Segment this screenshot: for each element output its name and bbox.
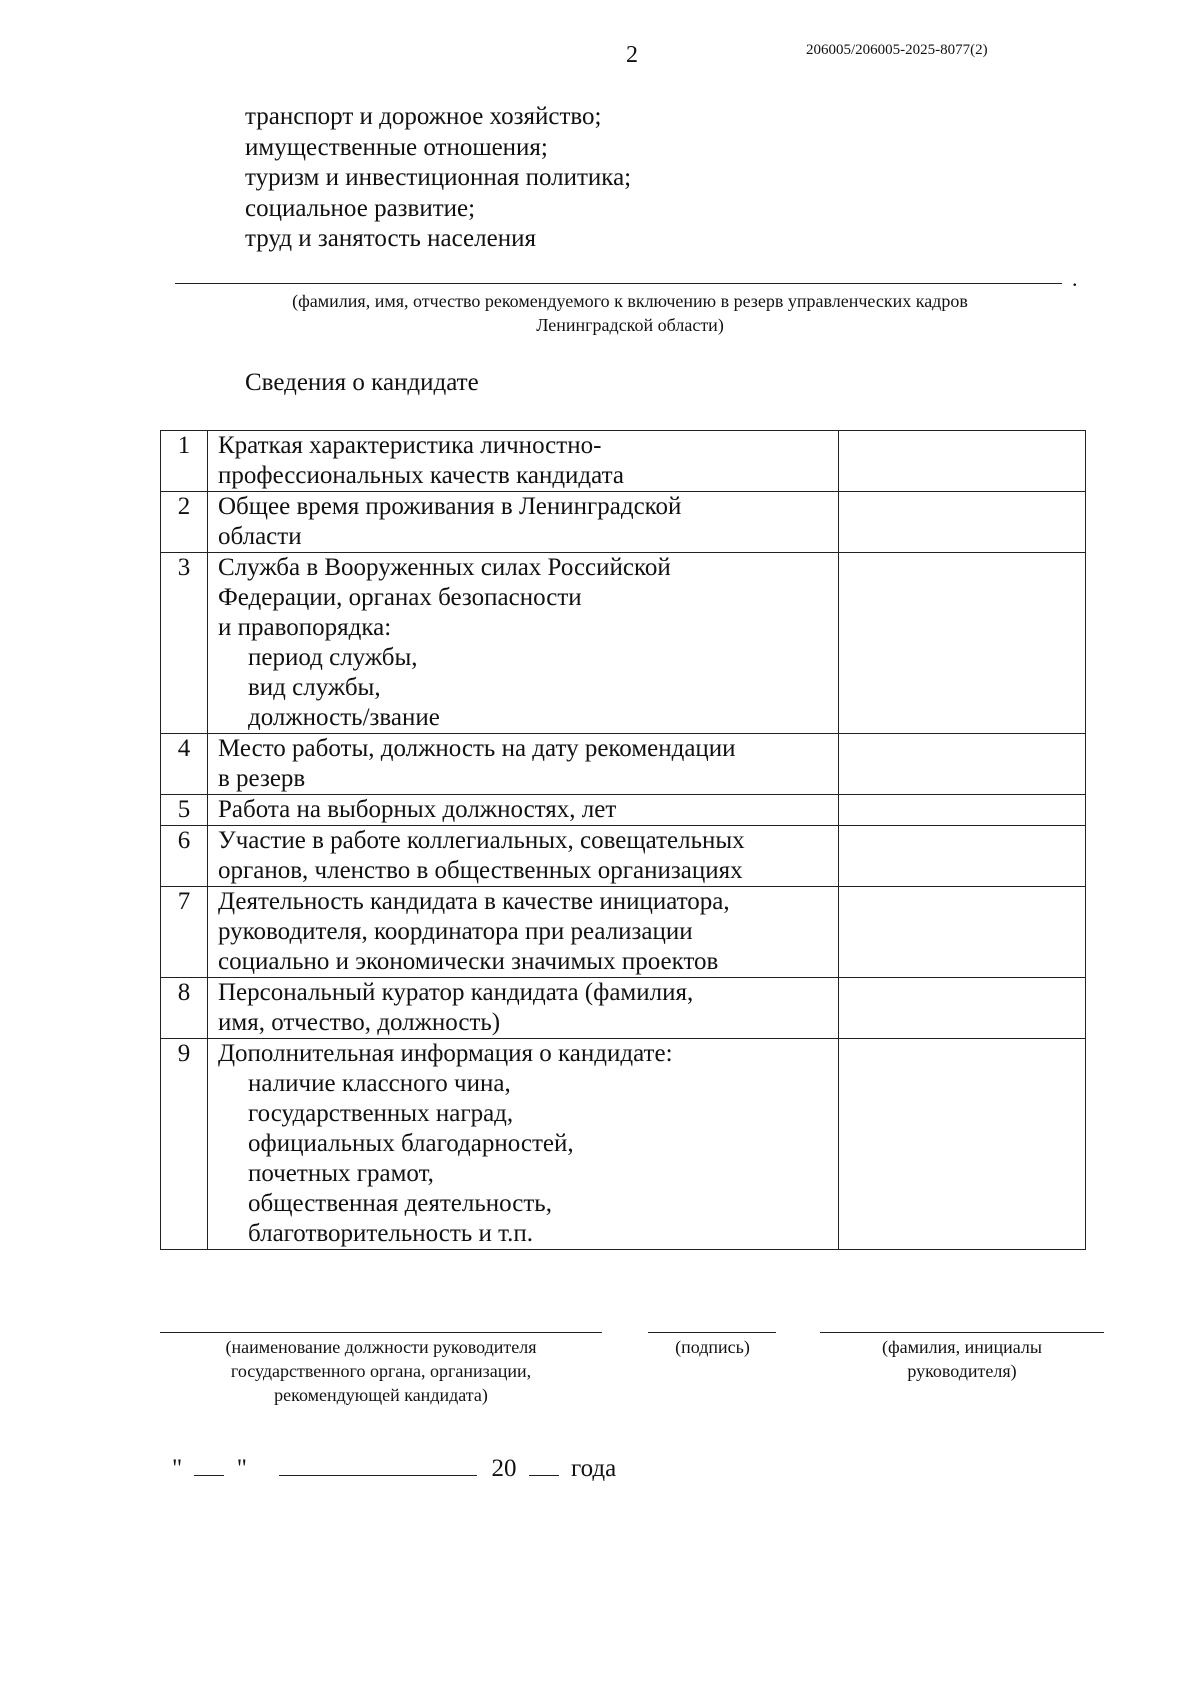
row-description bbox=[208, 492, 839, 553]
year-suffix: года bbox=[570, 1455, 617, 1482]
description-line: органов, членство в общественных организациях bbox=[218, 857, 743, 884]
description-subitem: государственных наград, bbox=[248, 1100, 514, 1127]
table-row bbox=[161, 978, 1086, 1039]
description-line: Служба в Вооруженных силах Российской bbox=[218, 554, 671, 581]
manager-name-caption bbox=[820, 1335, 1104, 1383]
description-line: области bbox=[218, 523, 302, 550]
year-prefix: 20 bbox=[491, 1455, 517, 1482]
row-number: 8 bbox=[161, 978, 208, 1039]
description-line: Федерации, органах безопасности bbox=[218, 584, 582, 611]
description-line: Краткая характеристика личностно- bbox=[218, 432, 602, 459]
caption-line: руководителя) bbox=[907, 1361, 1017, 1381]
row-value-field[interactable] bbox=[839, 1039, 1086, 1250]
row-description bbox=[208, 826, 839, 887]
description-line: Деятельность кандидата в качестве инициатора, bbox=[218, 888, 730, 915]
topic-item: социальное развитие; bbox=[245, 194, 476, 222]
description-line: Место работы, должность на дату рекомендации bbox=[218, 735, 736, 762]
quote-open: " bbox=[172, 1455, 183, 1482]
topic-item: имущественные отношения; bbox=[245, 133, 548, 161]
description-subitem: почетных грамот, bbox=[248, 1160, 434, 1187]
description-subitem: должность/звание bbox=[248, 704, 440, 731]
description-line: Участие в работе коллегиальных, совещательных bbox=[218, 827, 745, 854]
year-field[interactable] bbox=[529, 1453, 559, 1476]
row-number: 3 bbox=[161, 553, 208, 734]
description-line: Персональный куратор кандидата (фамилия, bbox=[218, 979, 694, 1006]
description-subitem: общественная деятельность, bbox=[248, 1190, 552, 1217]
row-description bbox=[208, 553, 839, 734]
table-row bbox=[161, 826, 1086, 887]
topic-list bbox=[245, 102, 631, 255]
row-number: 1 bbox=[161, 431, 208, 492]
description-line: имя, отчество, должность) bbox=[218, 1009, 501, 1036]
row-number: 9 bbox=[161, 1039, 208, 1250]
row-number: 6 bbox=[161, 826, 208, 887]
row-description bbox=[208, 978, 839, 1039]
description-line: и правопорядка: bbox=[218, 614, 392, 641]
description-line: Работа на выборных должностях, лет bbox=[218, 796, 617, 823]
description-line: социально и экономически значимых проектов bbox=[218, 948, 719, 975]
signature-caption: (подпись) bbox=[675, 1337, 750, 1357]
description-line: профессиональных качеств кандидата bbox=[218, 462, 624, 489]
caption-line: Ленинградской области) bbox=[536, 315, 724, 335]
caption-line: государственного органа, организации, bbox=[230, 1361, 532, 1381]
row-value-field[interactable] bbox=[839, 734, 1086, 795]
table-row bbox=[161, 1039, 1086, 1250]
name-field-period: . bbox=[1072, 266, 1078, 291]
caption-line: (фамилия, инициалы bbox=[882, 1337, 1042, 1357]
section-title: Сведения о кандидате bbox=[245, 369, 479, 396]
caption-line: (фамилия, имя, отчество рекомендуемого к включению в резерв управленческих кадров bbox=[292, 291, 968, 311]
row-value-field[interactable] bbox=[839, 553, 1086, 734]
description-line: в резерв bbox=[218, 765, 306, 792]
row-description bbox=[208, 734, 839, 795]
row-value-field[interactable] bbox=[839, 887, 1086, 978]
topic-item: туризм и инвестиционная политика; bbox=[245, 164, 632, 191]
day-field[interactable] bbox=[194, 1453, 224, 1476]
row-description bbox=[208, 887, 839, 978]
manager-name-line[interactable] bbox=[820, 1332, 1104, 1333]
topic-item: труд и занятость населения bbox=[245, 225, 536, 252]
candidate-info-table bbox=[160, 430, 1086, 1250]
description-subitem: период службы, bbox=[248, 644, 418, 671]
description-subitem: вид службы, bbox=[248, 674, 381, 701]
quote-close: " bbox=[236, 1455, 247, 1482]
table-row bbox=[161, 431, 1086, 492]
row-value-field[interactable] bbox=[839, 795, 1086, 826]
description-line: Дополнительная информация о кандидате: bbox=[218, 1040, 673, 1067]
row-number: 7 bbox=[161, 887, 208, 978]
row-description bbox=[208, 795, 839, 826]
position-caption bbox=[160, 1335, 602, 1407]
description-line: Общее время проживания в Ленинградской bbox=[218, 493, 682, 520]
table-row bbox=[161, 553, 1086, 734]
table-row bbox=[161, 492, 1086, 553]
row-description bbox=[208, 431, 839, 492]
table-row bbox=[161, 887, 1086, 978]
description-subitem: благотворительность и т.п. bbox=[248, 1220, 534, 1247]
caption-line: (наименование должности руководителя bbox=[225, 1337, 537, 1357]
description-subitem: официальных благодарностей, bbox=[248, 1130, 574, 1157]
position-signature-line[interactable] bbox=[160, 1332, 602, 1333]
document-id: 206005/206005-2025-8077(2) bbox=[806, 42, 988, 58]
row-number: 5 bbox=[161, 795, 208, 826]
row-value-field[interactable] bbox=[839, 431, 1086, 492]
row-description bbox=[208, 1039, 839, 1250]
table-row bbox=[161, 795, 1086, 826]
table-row bbox=[161, 734, 1086, 795]
row-number: 4 bbox=[161, 734, 208, 795]
month-field[interactable] bbox=[279, 1453, 477, 1476]
row-value-field[interactable] bbox=[839, 978, 1086, 1039]
candidate-name-caption bbox=[190, 289, 1070, 337]
description-line: руководителя, координатора при реализации bbox=[218, 918, 693, 945]
signature-line[interactable] bbox=[648, 1332, 776, 1333]
candidate-name-field[interactable] bbox=[175, 283, 1062, 284]
row-value-field[interactable] bbox=[839, 826, 1086, 887]
row-number: 2 bbox=[161, 492, 208, 553]
date-row bbox=[172, 1453, 616, 1483]
caption-line: рекомендующей кандидата) bbox=[274, 1385, 488, 1405]
row-value-field[interactable] bbox=[839, 492, 1086, 553]
topic-item: транспорт и дорожное хозяйство; bbox=[245, 103, 602, 130]
description-subitem: наличие классного чина, bbox=[248, 1070, 511, 1097]
page-number: 2 bbox=[626, 42, 638, 68]
